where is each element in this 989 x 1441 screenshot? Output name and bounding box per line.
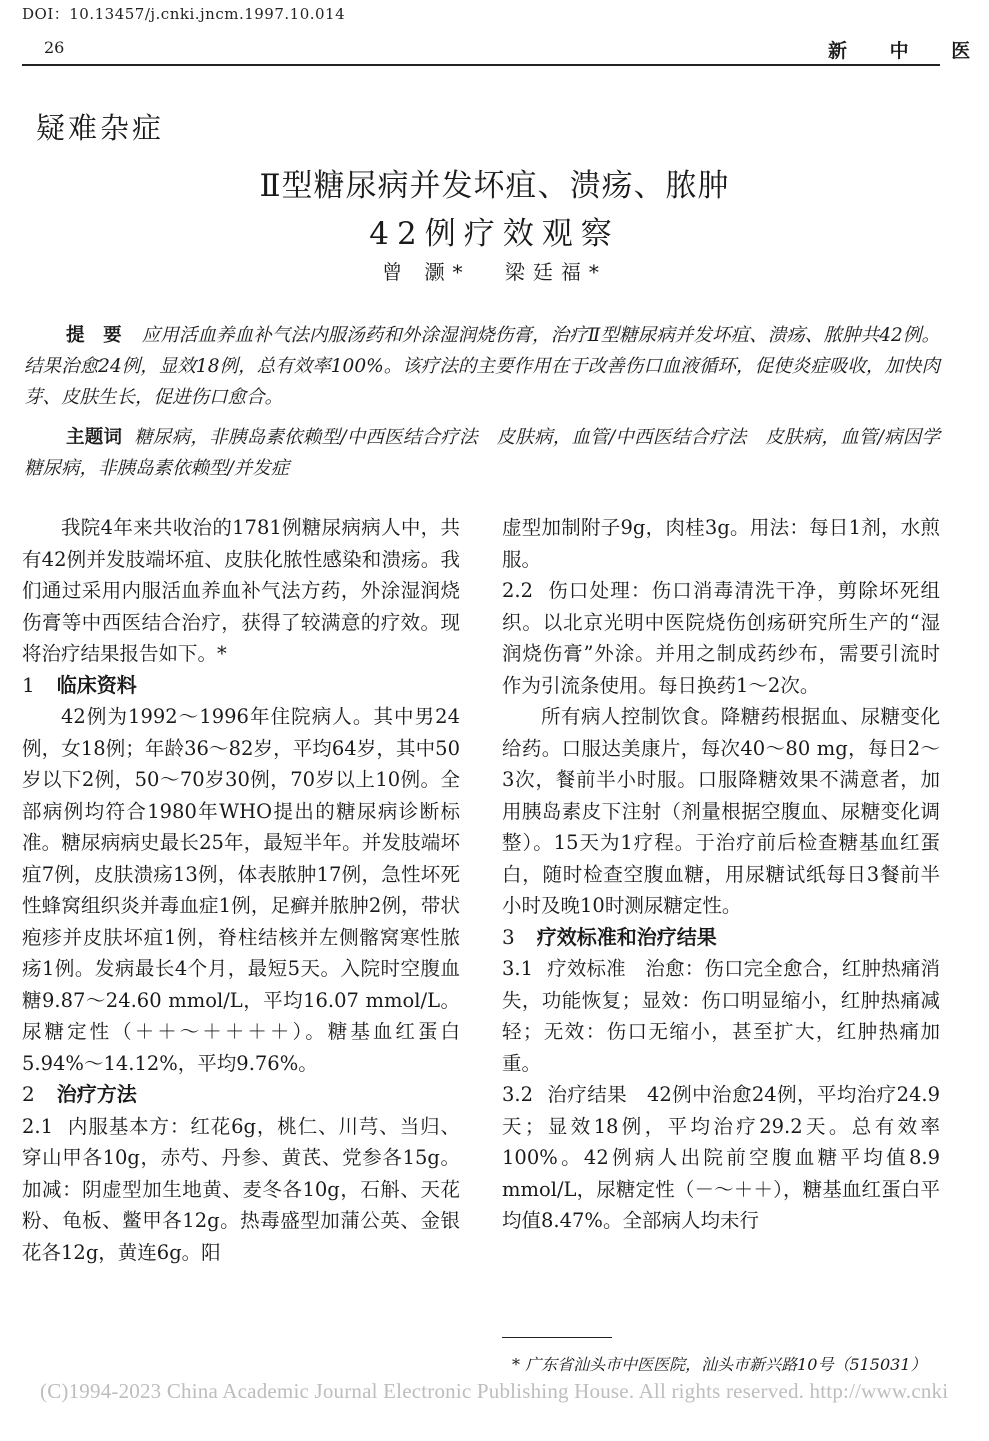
continued-paragraph: 虚型加制附子9g，肉桂3g。用法：每日1剂，水煎服。	[502, 516, 940, 571]
authors	[0, 256, 989, 285]
section-1-heading	[22, 670, 460, 702]
abstract-text: 应用活血养血补气法内服汤药和外涂湿润烧伤膏，治疗Ⅱ型糖尿病并发坏疽、溃疡、脓肿共42例。结果治愈24例，显效18例，总有效率100%。该疗法的主要作用在于改善伤口血液循环，促使炎症吸收，加快肉芽、皮肤生长，促进伤口愈合。	[24, 325, 940, 408]
keywords-label: 主题词	[66, 427, 123, 448]
keywords-text: 糖尿病，非胰岛素依赖型/中西医结合疗法 皮肤病，血管/中西医结合疗法 皮肤病，血管/病因学 糖尿病，非胰岛素依赖型/并发症	[24, 427, 959, 479]
doi-line: DOI：10.13457/j.cnki.jncm.1997.10.014	[22, 5, 346, 23]
section-3-2-number: 3.2	[502, 1083, 534, 1106]
section-2-1-paragraph	[22, 1111, 460, 1269]
section-2-1-number: 2.1	[22, 1114, 54, 1138]
intro-paragraph: 我院4年来共收治的1781例糖尿病病人中，共有42例并发肢端坏疽、皮肤化脓性感染和溃疡。我们通过采用内服活血养血补气法方药，外涂湿润烧伤膏等中西医结合治疗，获得了较满意的疗效。现将治疗结果报告如下。*	[22, 516, 460, 665]
keywords	[24, 422, 959, 484]
section-2-number: 2	[22, 1082, 35, 1106]
article-title-line1: Ⅱ型糖尿病并发坏疽、溃疡、脓肿	[259, 168, 730, 204]
article-title-line2: 42例疗效观察	[369, 216, 620, 252]
author-2: 梁廷福*	[504, 260, 607, 284]
left-column	[22, 512, 460, 1268]
section-3-2-paragraph	[502, 1079, 940, 1237]
section-2-2-paragraph	[502, 575, 940, 701]
section-3-1-number: 3.1	[502, 957, 534, 980]
journal-name: 新 中 医	[828, 40, 989, 62]
copyright-watermark: (C)1994-2023 China Academic Journal Electronic Publishing House. All rights reserved. http://www.cnki	[40, 1379, 949, 1403]
section-3-1-text: 疗效标准 治愈：伤口完全愈合，红肿热痛消失，功能恢复；显效：伤口明显缩小，红肿热痛减轻；无效：伤口无缩小，甚至扩大，红肿热痛加重。	[502, 957, 940, 1075]
header-rule	[22, 64, 940, 66]
control-paragraph: 所有病人控制饮食。降糖药根据血、尿糖变化给药。口服达美康片，每次40～80 mg，每日2～3次，餐前半小时服。口服降糖效果不满意者，加用胰岛素皮下注射（剂量根据空腹血、尿糖变化调整）。15天为1疗程。于治疗前后检查糖基血红蛋白，随时检查空腹血糖，用尿糖试纸每日3餐前半小时及晚10时测尿糖定性。	[502, 705, 940, 917]
section-1-number: 1	[22, 672, 35, 697]
page-number: 26	[44, 38, 65, 57]
right-column	[502, 512, 940, 1237]
section-3-title: 疗效标准和治疗结果	[536, 924, 717, 949]
footnote: * 广东省汕头市中医医院，汕头市新兴路10号（515031）	[512, 1355, 927, 1374]
section-3-heading	[502, 922, 940, 954]
section-2-title: 治疗方法	[56, 1082, 137, 1106]
abstract-label: 提 要	[66, 325, 128, 346]
section-3-number: 3	[502, 924, 515, 949]
section-1-paragraph: 42例为1992～1996年住院病人。其中男24例，女18例；年龄36～82岁，平均64岁，其中50岁以下2例，50～70岁30例，70岁以上10例。全部病例均符合1980年WHO提出的糖尿病诊断标准。糖尿病病史最长25年，最短半年。并发肢端坏疽7例，皮肤溃疡13例，体表脓肿17例，急性坏死性蜂窝组织炎并毒血症1例，足癣并脓肿2例，带状疱疹并皮肤坏疽1例，脊柱结核并左侧髂窝寒性脓疡1例。发病最长4个月，最短5天。入院时空腹血糖9.87～24.60 mmol/L，平均16.07 mmol/L。尿糖定性（＋＋～＋＋＋＋）。糖基血红蛋白5.94%～14.12%，平均9.76%。	[22, 705, 460, 1075]
section-2-1-text: 内服基本方：红花6g，桃仁、川芎、当归、穿山甲各10g，赤芍、丹参、黄芪、党参各15g。加减：阴虚型加生地黄、麦冬各10g，石斛、天花粉、龟板、鳖甲各12g。热毒盛型加蒲公英、金银花各12g，黄连6g。阳	[22, 1114, 460, 1264]
section-3-2-text: 治疗结果 42例中治愈24例，平均治疗24.9天；显效18例，平均治疗29.2天。总有效率100%。42例病人出院前空腹血糖平均值8.9 mmol/L，尿糖定性（－～＋＋），糖基血红蛋白平均值8.47%。全部病人均未行	[502, 1083, 940, 1232]
section-3-1-paragraph	[502, 953, 940, 1079]
section-2-heading	[22, 1079, 460, 1111]
footnote-rule	[502, 1337, 612, 1338]
section-2-2-text: 伤口处理：伤口消毒清洗干净，剪除坏死组织。以北京光明中医院烧伤创疡研究所生产的“湿润烧伤膏”外涂。并用之制成药纱布，需要引流时作为引流条使用。每日换药1～2次。	[502, 579, 940, 697]
author-1: 曾 灏*	[382, 260, 471, 284]
section-1-title: 临床资料	[56, 672, 137, 697]
section-2-2-number: 2.2	[502, 579, 534, 602]
section-label: 疑难杂症	[36, 111, 165, 145]
abstract	[24, 320, 940, 413]
